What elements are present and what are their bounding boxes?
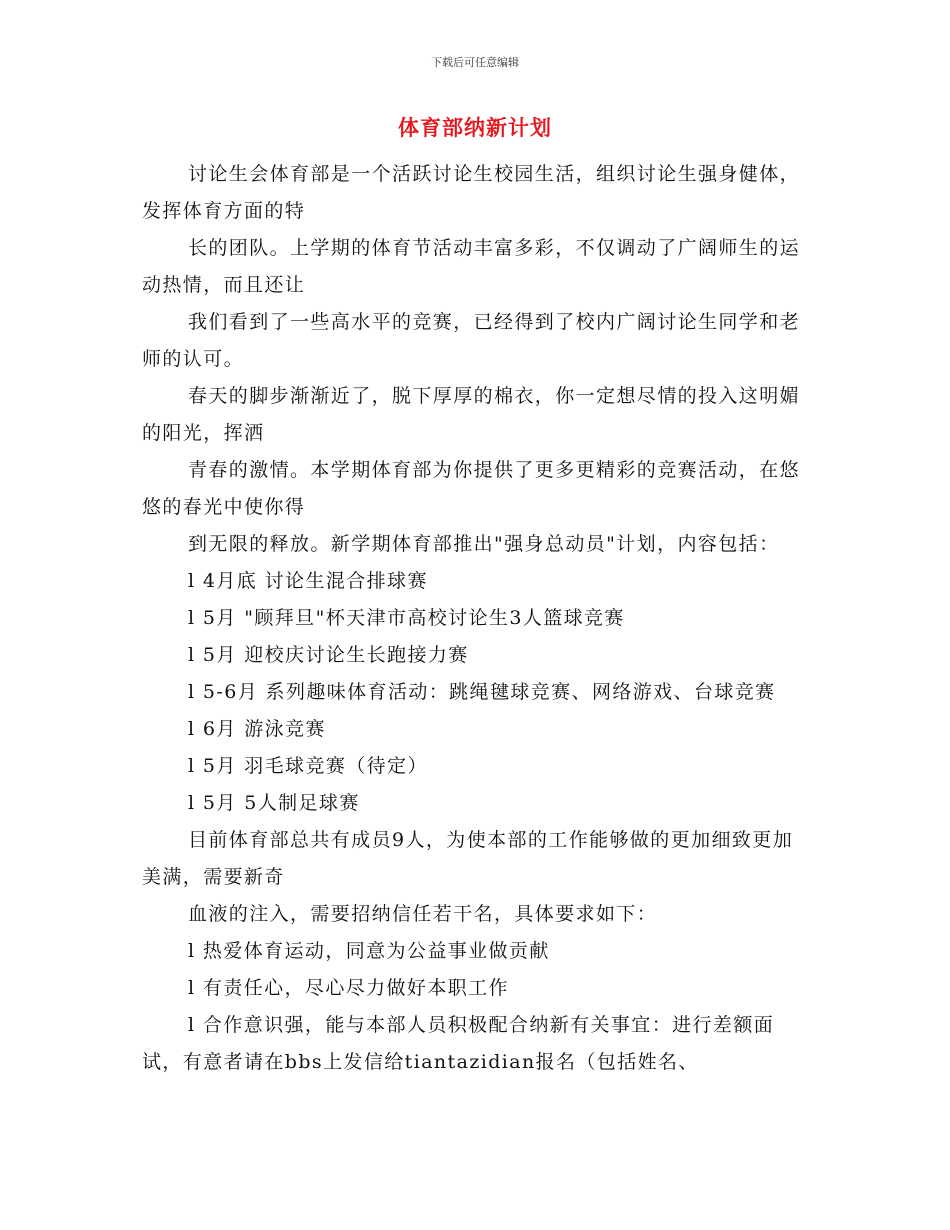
paragraph-intro-2: 长的团队。上学期的体育节活动丰富多彩，不仅调动了广阔师生的运动热情，而且还让: [142, 237, 801, 296]
document-body: [142, 156, 810, 1081]
requirement-item-cooperation: l 合作意识强，能与本部人员积极配合纳新有关事宜：进行差额面试，有意者请在bbs上发信给tiantazidian报名（包括姓名、: [142, 1014, 775, 1073]
plan-item-football: l 5月 5人制足球赛: [188, 792, 360, 814]
requirement-item-responsibility: l 有责任心，尽心尽力做好本职工作: [188, 977, 509, 999]
document-title: 体育部纳新计划: [398, 116, 552, 140]
paragraph-spring-2: 青春的激情。本学期体育部为你提供了更多更精彩的竞赛活动，在悠悠的春光中使你得: [142, 459, 801, 518]
paragraph-intro-1: 讨论生会体育部是一个活跃讨论生校园生活，组织讨论生强身健体，发挥体育方面的特: [142, 163, 801, 222]
paragraph-intro-3: 我们看到了一些高水平的竞赛，已经得到了校内广阔讨论生同学和老师的认可。: [142, 311, 801, 370]
plan-item-volleyball: l 4月底 讨论生混合排球赛: [188, 570, 428, 592]
paragraph-spring-1: 春天的脚步渐渐近了，脱下厚厚的棉衣，你一定想尽情的投入这明媚的阳光，挥洒: [142, 385, 801, 444]
plan-item-badminton: l 5月 羽毛球竞赛（待定）: [188, 755, 428, 777]
paragraph-members: 目前体育部总共有成员9人，为使本部的工作能够做的更加细致更加美满，需要新奇: [142, 829, 794, 888]
plan-item-fun-activities: l 5-6月 系列趣味体育活动：跳绳毽球竞赛、网络游戏、台球竞赛: [188, 681, 776, 703]
paragraph-plan-intro: 到无限的释放。新学期体育部推出"强身总动员"计划，内容包括：: [188, 533, 780, 555]
requirement-item-sports: l 热爱体育运动，同意为公益事业做贡献: [188, 940, 550, 962]
plan-item-basketball: l 5月 "顾拜旦"杯天津市高校讨论生3人篮球竞赛: [188, 607, 625, 629]
plan-item-swimming: l 6月 游泳竞赛: [188, 718, 326, 740]
plan-item-relay: l 5月 迎校庆讨论生长跑接力赛: [188, 644, 469, 666]
paragraph-recruit: 血液的注入，需要招纳信任若干名，具体要求如下：: [188, 903, 658, 925]
header-note: 下载后可任意编辑: [431, 56, 519, 69]
